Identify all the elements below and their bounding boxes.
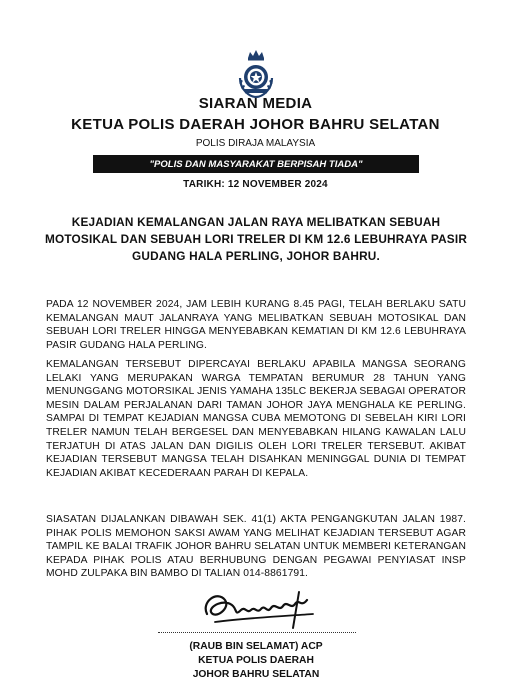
headline: KEJADIAN KEMALANGAN JALAN RAYA MELIBATKAN SEBUAH MOTOSIKAL DAN SEBUAH LORI TRELER DI KM 12.6 LEBUHRAYA PASIR GUDANG HALA PERLING, JOHOR BAHRU. [44,215,468,263]
signature-icon [195,584,325,632]
paragraph-1: PADA 12 NOVEMBER 2024, JAM LEBIH KURANG 8.45 PAGI, TELAH BERLAKU SATU KEMALANGAN MAUT JALANRAYA YANG MELIBATKAN SEBUAH MOTOSIKAL DAN SEBUAH LORI TRELER HINGGA MENYEBABKAN KEMATIAN DI KM 12.6 LEBUHRAYA PASIR GUDANG HALA PERLING. [46,299,466,351]
signatory-district: JOHOR BAHRU SELATAN [192,669,320,680]
release-date: TARIKH: 12 NOVEMBER 2024 [183,179,328,190]
slogan-bar [93,155,419,173]
signature-line [158,632,356,633]
paragraph-3: SIASATAN DIJALANKAN DIBAWAH SEK. 41(1) AKTA PENGANGKUTAN JALAN 1987. PIHAK POLIS MEMOHON SAKSI AWAM YANG MELIHAT KEJADIAN TERSEBUT AGAR TAMPIL KE BALAI TRAFIK JOHOR BAHRU SELATAN UNTUK MEMBERI KETERANGAN KEPADA PIHAK POLIS ATAU BERHUBUNG DENGAN PEGAWAI PENYIASAT INSP MOHD ZULPAKA BIN BAMBO DI TALIAN 014-8861791. [46,514,466,580]
signatory-name: (RAUB BIN SELAMAT) ACP [189,641,323,652]
page-subtitle: KETUA POLIS DAERAH JOHOR BAHRU SELATAN [71,116,440,133]
police-crest-icon [230,48,282,100]
paragraph-2: KEMALANGAN TERSEBUT DIPERCAYAI BERLAKU APABILA MANGSA SEORANG LELAKI YANG MERUPAKAN WARGA TEMPATAN BERUMUR 28 TAHUN YANG MENUNGGANG MOTORSIKAL JENIS YAMAHA 135LC BEKERJA SEBAGAI OPERATOR MESIN DALAM PERJALANAN DARI TAMAN JOHOR JAYA MENGHALA KE PERLING. SAMPAI DI TEMPAT KEJADIAN MANGSA CUBA MEMOTONG DI SEBELAH KIRI LORI TRELER NAMUN TELAH BERGESEL DAN MENYEBABKAN HILANG KAWALAN LALU TERJATUH DI ATAS JALAN DAN DIGILIS OLEH LORI TRELER TERSEBUT. AKIBAT KEJADIAN TERSEBUT MANGSA TELAH DISAHKAN MENINGGAL DUNIA DI TEMPAT KEJADIAN AKIBAT KECEDERAAN PARAH DI KEPALA. [46,359,466,479]
page-title: SIARAN MEDIA [198,95,313,112]
slogan-text: "POLIS DAN MASYARAKAT BERPISAH TIADA" [149,158,363,170]
signatory-position: KETUA POLIS DAERAH [198,655,314,666]
agency-name: POLIS DIRAJA MALAYSIA [195,138,316,149]
